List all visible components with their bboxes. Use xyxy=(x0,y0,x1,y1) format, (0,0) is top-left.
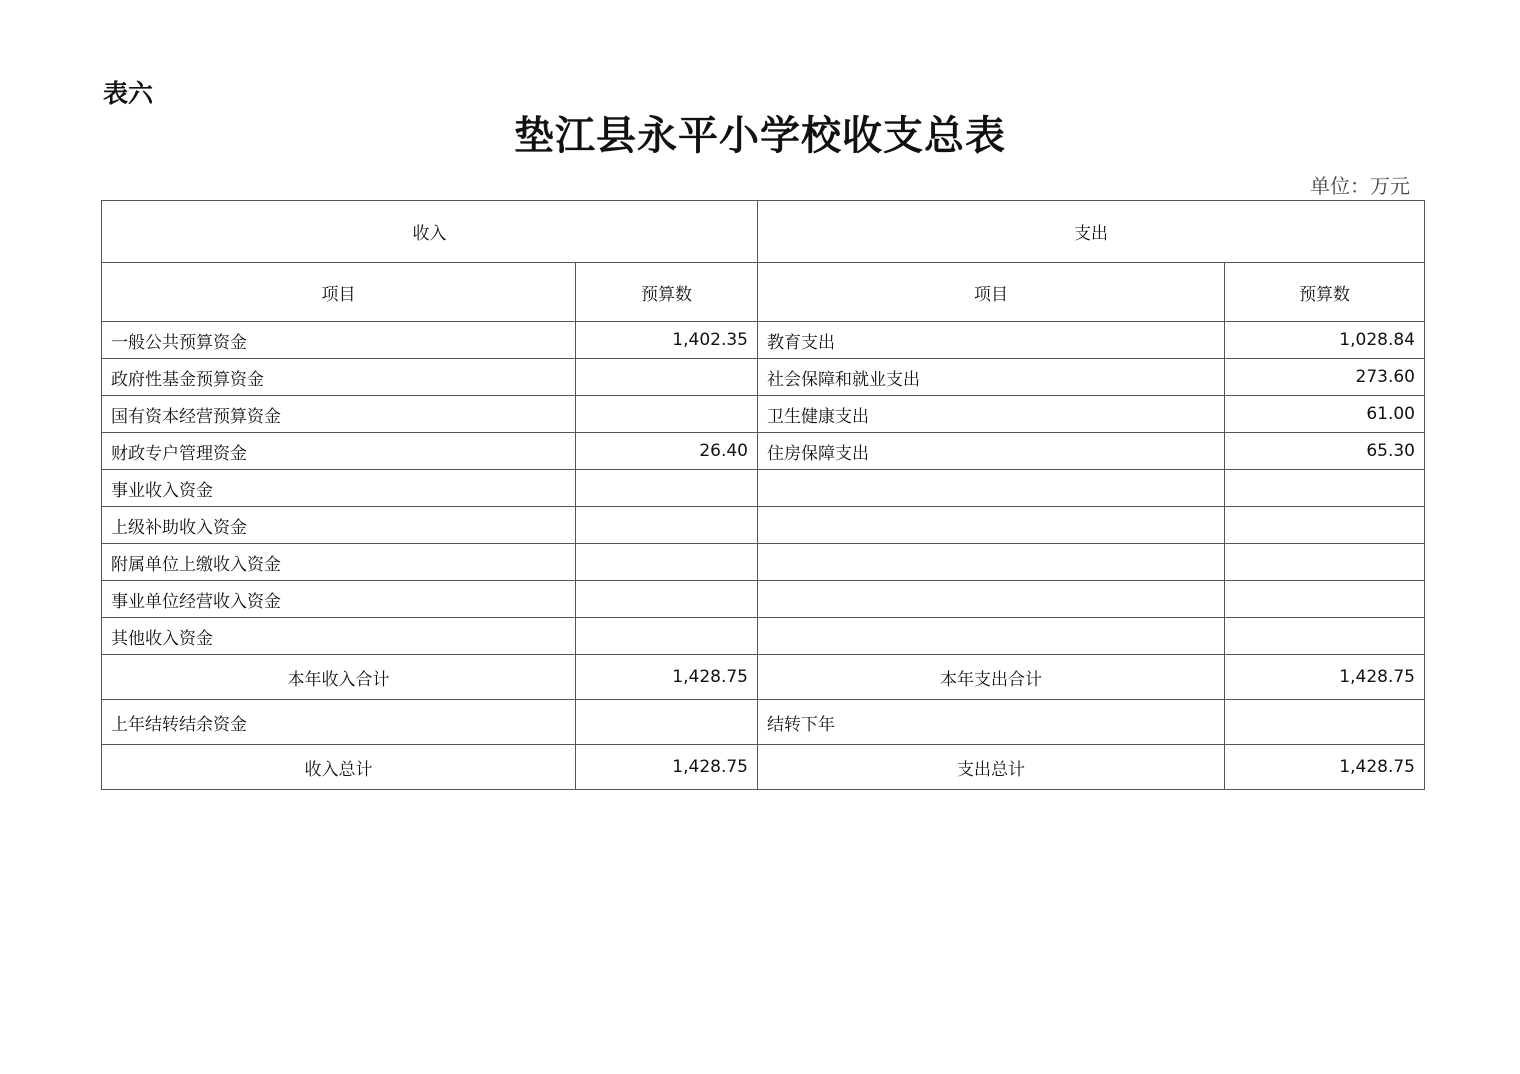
income-item: 事业单位经营收入资金 xyxy=(102,581,576,618)
grand-total-row xyxy=(102,745,1425,790)
year-income-total-label: 本年收入合计 xyxy=(102,655,576,700)
income-item: 事业收入资金 xyxy=(102,470,576,507)
table-row xyxy=(102,618,1425,655)
year-expense-total-label: 本年支出合计 xyxy=(758,655,1225,700)
income-item-header: 项目 xyxy=(102,263,576,322)
expense-amount: 61.00 xyxy=(1225,396,1425,433)
table-number: 表六 xyxy=(103,79,154,108)
expense-amount: 65.30 xyxy=(1225,433,1425,470)
income-amount xyxy=(576,581,758,618)
table-row xyxy=(102,322,1425,359)
income-item: 财政专户管理资金 xyxy=(102,433,576,470)
expense-amount xyxy=(1225,507,1425,544)
expense-item xyxy=(758,507,1225,544)
expense-section-header: 支出 xyxy=(758,201,1425,263)
income-item: 一般公共预算资金 xyxy=(102,322,576,359)
expense-item xyxy=(758,470,1225,507)
expense-amount xyxy=(1225,581,1425,618)
income-amount xyxy=(576,618,758,655)
expense-amount: 273.60 xyxy=(1225,359,1425,396)
income-grand-total-label: 收入总计 xyxy=(102,745,576,790)
prior-year-carryover-label: 上年结转结余资金 xyxy=(102,700,576,745)
table-row xyxy=(102,470,1425,507)
expense-amount xyxy=(1225,618,1425,655)
expense-item xyxy=(758,618,1225,655)
income-item: 政府性基金预算资金 xyxy=(102,359,576,396)
expense-item: 卫生健康支出 xyxy=(758,396,1225,433)
carry-over-row xyxy=(102,700,1425,745)
prior-year-carryover-amount xyxy=(576,700,758,745)
income-expense-table xyxy=(101,200,1425,790)
expense-item-header: 项目 xyxy=(758,263,1225,322)
expense-item xyxy=(758,544,1225,581)
income-amount: 26.40 xyxy=(576,433,758,470)
income-section-header: 收入 xyxy=(102,201,758,263)
expense-item: 社会保障和就业支出 xyxy=(758,359,1225,396)
section-header-row xyxy=(102,201,1425,263)
expense-budget-header: 预算数 xyxy=(1225,263,1425,322)
income-item: 其他收入资金 xyxy=(102,618,576,655)
year-expense-total-amount: 1,428.75 xyxy=(1225,655,1425,700)
table-row xyxy=(102,581,1425,618)
expense-amount xyxy=(1225,470,1425,507)
year-total-row xyxy=(102,655,1425,700)
expense-item: 教育支出 xyxy=(758,322,1225,359)
carry-to-next-year-amount xyxy=(1225,700,1425,745)
table-row xyxy=(102,544,1425,581)
expense-grand-total-amount: 1,428.75 xyxy=(1225,745,1425,790)
expense-amount xyxy=(1225,544,1425,581)
expense-grand-total-label: 支出总计 xyxy=(758,745,1225,790)
income-amount xyxy=(576,544,758,581)
income-amount xyxy=(576,507,758,544)
income-item: 上级补助收入资金 xyxy=(102,507,576,544)
document-title: 垫江县永平小学校收支总表 xyxy=(514,112,1006,159)
table-row xyxy=(102,433,1425,470)
expense-item: 住房保障支出 xyxy=(758,433,1225,470)
expense-amount: 1,028.84 xyxy=(1225,322,1425,359)
column-header-row xyxy=(102,263,1425,322)
table-row xyxy=(102,507,1425,544)
table-row xyxy=(102,396,1425,433)
table-row xyxy=(102,359,1425,396)
income-item: 国有资本经营预算资金 xyxy=(102,396,576,433)
carry-to-next-year-label: 结转下年 xyxy=(758,700,1225,745)
income-amount xyxy=(576,359,758,396)
unit-label: 单位：万元 xyxy=(1310,174,1410,198)
income-amount: 1,402.35 xyxy=(576,322,758,359)
income-item: 附属单位上缴收入资金 xyxy=(102,544,576,581)
income-amount xyxy=(576,396,758,433)
year-income-total-amount: 1,428.75 xyxy=(576,655,758,700)
income-amount xyxy=(576,470,758,507)
income-budget-header: 预算数 xyxy=(576,263,758,322)
income-grand-total-amount: 1,428.75 xyxy=(576,745,758,790)
expense-item xyxy=(758,581,1225,618)
